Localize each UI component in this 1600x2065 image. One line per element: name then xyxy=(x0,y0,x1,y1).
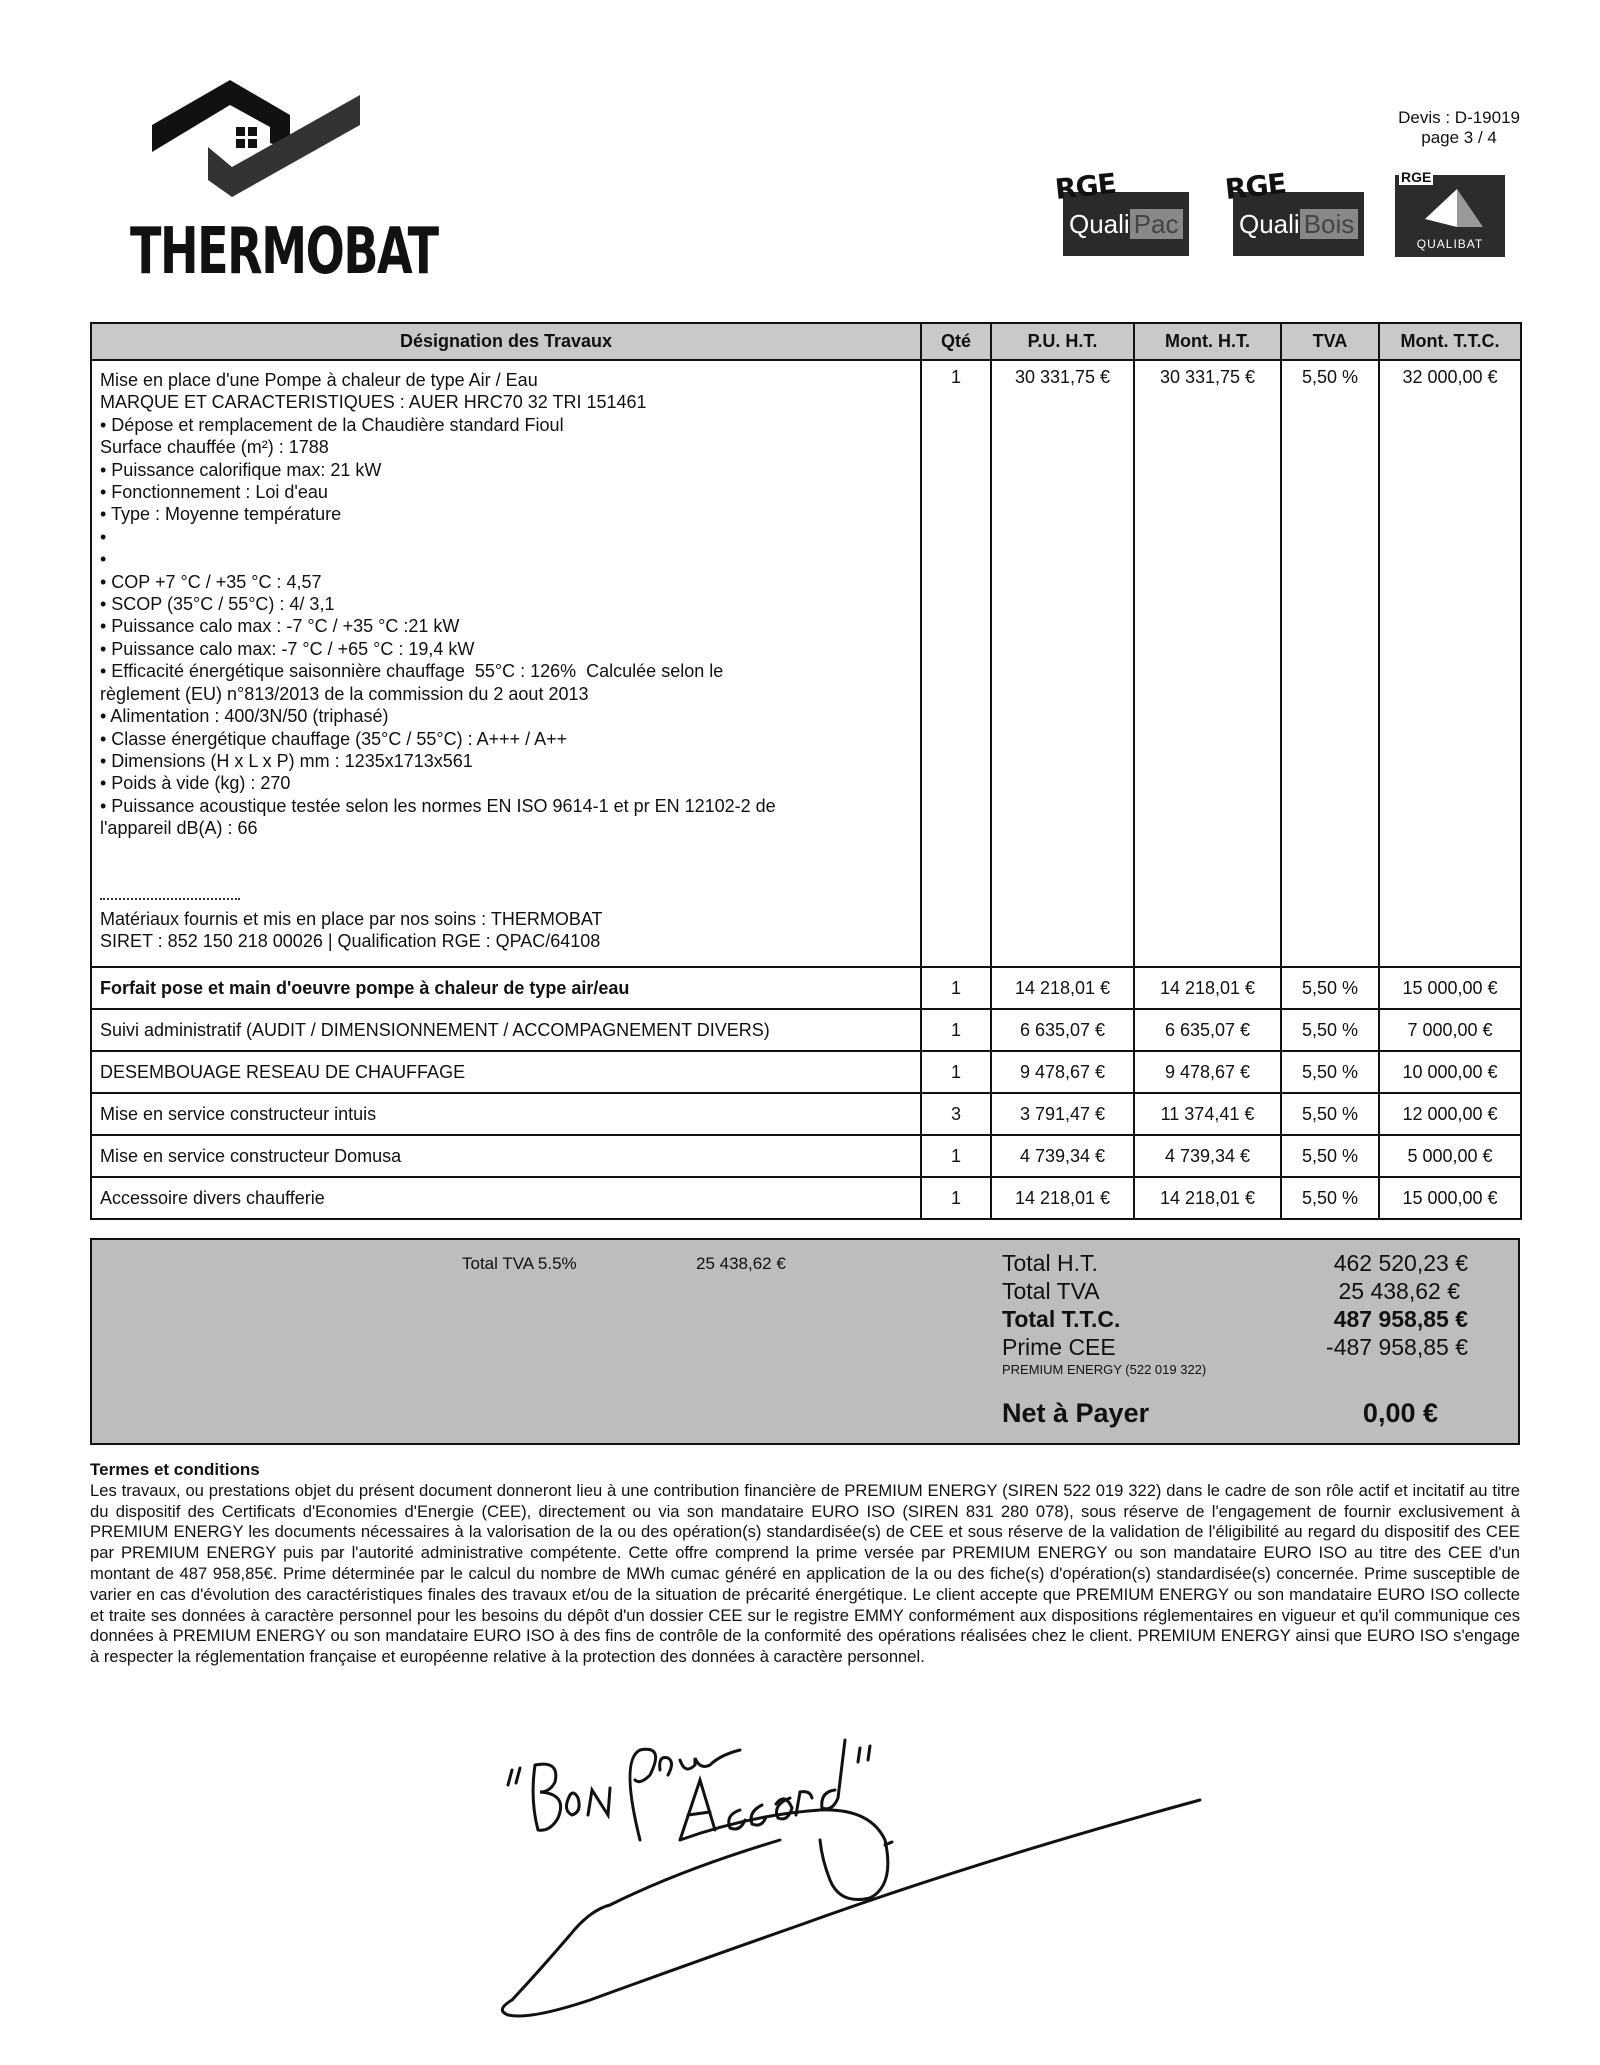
net-a-payer-label: Net à Payer xyxy=(1002,1398,1150,1428)
page-number: page 3 / 4 xyxy=(1421,128,1497,147)
main-item-line: règlement (EU) n°813/2013 de la commission du 2 aout 2013 xyxy=(100,683,589,704)
cell-tva: 5,50 % xyxy=(1281,1135,1379,1177)
table-row xyxy=(91,1093,1521,1135)
cell-mont-ht: 6 635,07 € xyxy=(1134,1009,1281,1051)
table-row-main xyxy=(91,360,1521,967)
main-item-pu-ht: 30 331,75 € xyxy=(991,360,1134,967)
terms-title: Termes et conditions xyxy=(90,1460,260,1479)
cell-mont-ttc: 5 000,00 € xyxy=(1379,1135,1521,1177)
badge-name-accent: Pac xyxy=(1130,209,1183,239)
cell-tva: 5,50 % xyxy=(1281,1093,1379,1135)
main-item-line: • SCOP (35°C / 55°C) : 4/ 3,1 xyxy=(100,594,335,615)
cell-qty: 1 xyxy=(921,1135,991,1177)
cell-pu-ht: 9 478,67 € xyxy=(991,1051,1134,1093)
cell-designation: Suivi administratif (AUDIT / DIMENSIONNEMENT / ACCOMPAGNEMENT DIVERS) xyxy=(91,1009,921,1051)
house-logo-icon xyxy=(140,75,370,215)
qualibat-triangle-icon xyxy=(1395,179,1505,239)
main-item-lines xyxy=(100,361,912,840)
table-header-row xyxy=(91,323,1521,360)
badge-name: Quali xyxy=(1069,209,1130,239)
main-item-line: • Poids à vide (kg) : 270 xyxy=(100,773,291,794)
main-item-line: • Fonctionnement : Loi d'eau xyxy=(100,482,328,503)
totals-summary xyxy=(90,1238,1520,1445)
col-pu-ht: P.U. H.T. xyxy=(991,323,1134,360)
cell-pu-ht: 6 635,07 € xyxy=(991,1009,1134,1051)
cell-mont-ttc: 15 000,00 € xyxy=(1379,967,1521,1009)
main-item-line: Surface chauffée (m²) : 1788 xyxy=(100,437,329,458)
cell-mont-ht: 9 478,67 € xyxy=(1134,1051,1281,1093)
cell-tva: 5,50 % xyxy=(1281,1009,1379,1051)
badge-qualibois xyxy=(1223,166,1375,258)
cell-qty: 1 xyxy=(921,1051,991,1093)
cell-tva: 5,50 % xyxy=(1281,1177,1379,1219)
cell-mont-ttc: 15 000,00 € xyxy=(1379,1177,1521,1219)
main-item-line: • Efficacité énergétique saisonnière chauffage 55°C : 126% Calculée selon le xyxy=(100,661,724,682)
total-ht-label: Total H.T. xyxy=(1002,1250,1098,1276)
table-row xyxy=(91,1009,1521,1051)
cell-tva: 5,50 % xyxy=(1281,967,1379,1009)
cell-mont-ht: 4 739,34 € xyxy=(1134,1135,1281,1177)
handwritten-signature xyxy=(500,1720,1260,2020)
cell-designation: Mise en service constructeur Domusa xyxy=(91,1135,921,1177)
main-item-line: • xyxy=(100,549,107,570)
main-item-line: • Dimensions (H x L x P) mm : 1235x1713x561 xyxy=(100,750,473,771)
main-item-line: • COP +7 °C / +35 °C : 4,57 xyxy=(100,571,322,592)
main-item-footer-line: Matériaux fournis et mis en place par nos soins : THERMOBAT xyxy=(100,908,603,929)
cell-mont-ht: 11 374,41 € xyxy=(1134,1093,1281,1135)
badge-name: QUALIBAT xyxy=(1416,237,1484,251)
cell-qty: 1 xyxy=(921,967,991,1009)
company-name: THERMOBAT xyxy=(130,215,438,289)
company-logo xyxy=(130,75,438,295)
main-item-line: • Puissance calorifique max: 21 kW xyxy=(100,459,382,480)
devis-number: Devis : D-19019 xyxy=(1398,108,1520,127)
total-tva-value: 25 438,62 € xyxy=(1338,1278,1460,1304)
main-item-line: • Dépose et remplacement de la Chaudière standard Fioul xyxy=(100,414,564,435)
col-mont-ttc: Mont. T.T.C. xyxy=(1379,323,1521,360)
badge-name-accent: Bois xyxy=(1300,209,1359,239)
main-item-line: • Alimentation : 400/3N/50 (triphasé) xyxy=(100,706,389,727)
separator-line xyxy=(100,898,240,900)
cell-pu-ht: 4 739,34 € xyxy=(991,1135,1134,1177)
main-item-designation xyxy=(91,360,921,967)
tva-breakdown-value: 25 438,62 € xyxy=(696,1254,786,1273)
main-item-line: • Puissance acoustique testée selon les normes EN ISO 9614-1 et pr EN 12102-2 de xyxy=(100,795,776,816)
main-item-footer xyxy=(100,908,912,953)
quote-items-table xyxy=(90,322,1522,1220)
rge-label: RGE xyxy=(1223,166,1288,207)
signature-drawing-icon xyxy=(500,1720,1260,2020)
total-ttc-value: 487 958,85 € xyxy=(1333,1306,1468,1332)
main-item-mont-ttc: 32 000,00 € xyxy=(1379,360,1521,967)
cell-qty: 1 xyxy=(921,1177,991,1219)
table-row xyxy=(91,1051,1521,1093)
main-item-line: • xyxy=(100,526,107,547)
cell-qty: 1 xyxy=(921,1009,991,1051)
total-tva-label: Total TVA xyxy=(1002,1278,1100,1304)
prime-cee-value: -487 958,85 € xyxy=(1326,1334,1468,1360)
main-item-line: • Puissance calo max: -7 °C / +65 °C : 19,4 kW xyxy=(100,638,475,659)
terms-body: Les travaux, ou prestations objet du présent document donneront lieu à une contribution financière de PREMIUM ENERGY (SIREN 522 019 322) dans le cadre de son rôle actif et incitatif au titre du dispositif des Certificats d'Economies d'Energie (CEE), directement ou via son mandataire EURO ISO (SIREN 831 280 078), sous réserve de l'engagement de fournir exclusivement à PREMIUM ENERGY les documents nécessaires à la valorisation de la ou des opération(s) standardisée(s) de CEE et sous réserve de la validation de l'éligibilité au regard du dispositif des CEE par PREMIUM ENERGY puis par l'autorité administrative compétente. Cette offre comprend la prime versée par PREMIUM ENERGY ou son mandataire EURO ISO au titre des CEE d'un montant de 487 958,85€. Prime déterminée par le calcul du nombre de MWh cumac généré en application de la ou des fiche(s) d'opération(s) standardisée(s) concernée. Prime susceptible de varier en cas d'évolution des caractéristiques finales des travaux et/ou de la situation de précarité énergétique. Le client accepte que PREMIUM ENERGY ou son mandataire EURO ISO collecte et traite ses données à caractère personnel pour les besoins du dépôt d'un dossier CEE sur le registre EMMY conformément aux dispositions réglementaires en vigueur et qu'il communique ces données à PREMIUM ENERGY ou son mandataire EURO ISO à des fins de contrôle de la conformité des opérations réalisées chez le client. PREMIUM ENERGY ainsi que EURO ISO s'engage à respecter la réglementation française et européenne relative à la protection des données à caractère personnel. xyxy=(90,1480,1520,1667)
total-ttc-label: Total T.T.C. xyxy=(1002,1306,1121,1332)
total-ht-value: 462 520,23 € xyxy=(1333,1250,1468,1276)
main-item-line: MARQUE ET CARACTERISTIQUES : AUER HRC70 32 TRI 151461 xyxy=(100,392,647,413)
cell-mont-ttc: 12 000,00 € xyxy=(1379,1093,1521,1135)
terms-and-conditions xyxy=(90,1460,1520,1668)
tva-breakdown-label: Total TVA 5.5% xyxy=(462,1254,577,1273)
main-item-tva: 5,50 % xyxy=(1281,360,1379,967)
badge-qualibat xyxy=(1395,169,1505,257)
cell-pu-ht: 3 791,47 € xyxy=(991,1093,1134,1135)
cell-mont-ht: 14 218,01 € xyxy=(1134,1177,1281,1219)
cell-pu-ht: 14 218,01 € xyxy=(991,1177,1134,1219)
main-item-line: l'appareil dB(A) : 66 xyxy=(100,818,258,839)
prime-cee-label: Prime CEE xyxy=(1002,1334,1116,1360)
rge-label: RGE xyxy=(1401,169,1432,185)
col-qty: Qté xyxy=(921,323,991,360)
badge-qualipac xyxy=(1053,166,1195,258)
table-row xyxy=(91,1177,1521,1219)
cell-designation: Forfait pose et main d'oeuvre pompe à chaleur de type air/eau xyxy=(91,967,921,1009)
main-item-line: • Classe énergétique chauffage (35°C / 55°C) : A+++ / A++ xyxy=(100,728,568,749)
col-tva: TVA xyxy=(1281,323,1379,360)
main-item-line: • Type : Moyenne température xyxy=(100,504,342,525)
main-item-line: Mise en place d'une Pompe à chaleur de type Air / Eau xyxy=(100,370,538,390)
main-item-footer-line: SIRET : 852 150 218 00026 | Qualification RGE : QPAC/64108 xyxy=(100,930,601,951)
cell-mont-ttc: 10 000,00 € xyxy=(1379,1051,1521,1093)
col-designation: Désignation des Travaux xyxy=(91,323,921,360)
col-mont-ht: Mont. H.T. xyxy=(1134,323,1281,360)
table-row xyxy=(91,967,1521,1009)
cell-designation: DESEMBOUAGE RESEAU DE CHAUFFAGE xyxy=(91,1051,921,1093)
main-item-line: • Puissance calo max : -7 °C / +35 °C :21 kW xyxy=(100,616,460,637)
prime-cee-provider: PREMIUM ENERGY (522 019 322) xyxy=(1002,1362,1207,1377)
cell-mont-ht: 14 218,01 € xyxy=(1134,967,1281,1009)
cell-designation: Mise en service constructeur intuis xyxy=(91,1093,921,1135)
badge-name: Quali xyxy=(1239,209,1300,239)
main-item-mont-ht: 30 331,75 € xyxy=(1134,360,1281,967)
cell-pu-ht: 14 218,01 € xyxy=(991,967,1134,1009)
table-row xyxy=(91,1135,1521,1177)
cell-qty: 3 xyxy=(921,1093,991,1135)
cell-tva: 5,50 % xyxy=(1281,1051,1379,1093)
cell-mont-ttc: 7 000,00 € xyxy=(1379,1009,1521,1051)
cell-designation: Accessoire divers chaufferie xyxy=(91,1177,921,1219)
net-a-payer-value: 0,00 € xyxy=(1362,1398,1438,1428)
rge-label: RGE xyxy=(1053,166,1118,207)
document-reference xyxy=(1398,108,1520,148)
main-item-qty: 1 xyxy=(921,360,991,967)
